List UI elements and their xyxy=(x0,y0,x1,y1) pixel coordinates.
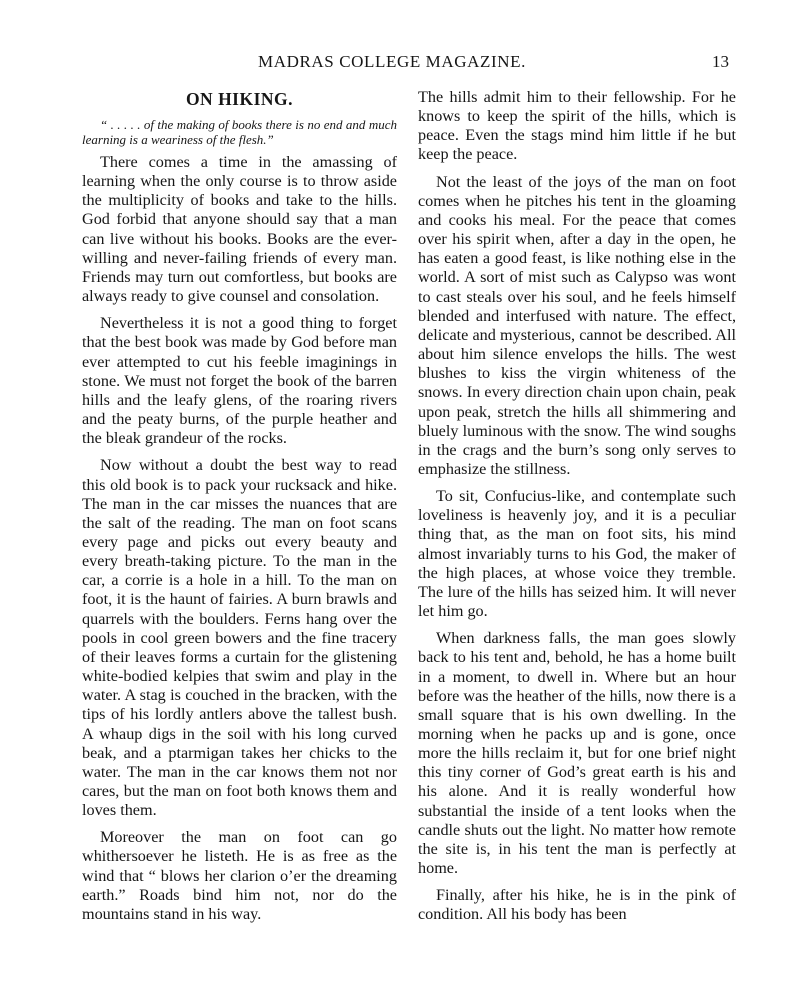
paragraph: Now without a doubt the best way to read this old book is to pack your rucksack and hike. The man in the car misses the nuances that are the salt of the reading. The man on foot scans every page and picks out every beauty and every breath-taking picture. To the man in the car, a corrie is a hole in a hill. To the man on foot, it is the haunt of fairies. A burn brawls and quarrels with the boulders. Ferns hang over the pools in cool green bowers and the fine tracery of their leaves forms a curtain for the glistening white-bodied kelpies that swim and play in the water. A stag is couched in the bracken, with the tips of his lordly antlers above the tallest bush. A whaup digs in the soil with his long curved beak, and a ptarmigan takes her chicks to the water. The man in the car knows them not nor cares, but the man on foot both knows them and loves them. xyxy=(82,456,397,820)
running-title: MADRAS COLLEGE MAGAZINE. xyxy=(258,52,526,71)
paragraph: There comes a time in the amassing of learning when the only course is to throw aside the multiplicity of books and take to the hills. God forbid that anyone should say that a man can live without his books. Books are the ever-willing and never-failing friends of every man. Friends may turn out comfortless, but books are always ready to give counsel and consolation. xyxy=(82,153,397,306)
paragraph: Finally, after his hike, he is in the pink of condition. All his body has been xyxy=(418,886,736,924)
paragraph: Nevertheless it is not a good thing to forget that the best book was made by God before man ever attempted to cut his feeble imaginings in stone. We must not forget the book of the barren hills and the leafy glens, of the roaring rivers and the peaty burns, of the purple heather and the bleak grandeur of the rocks. xyxy=(82,314,397,448)
paragraph: When darkness falls, the man goes slowly back to his tent and, behold, he has a home built in a moment, to dwell in. Where but an hour before was the heather of the hills, now there is a small square that is his own dwelling. In the morning when he packs up and is gone, once more the hills reclaim it, but for one brief night this tiny corner of God’s great earth is his and his alone. And it is really wonderful how substantial the inside of a tent looks when the candle shuts out the light. No matter how remote the site is, in his tent the man is perfectly at home. xyxy=(418,629,736,878)
paragraph: Moreover the man on foot can go whithersoever he listeth. He is as free as the wind that “ blows her clarion o’er the dreaming earth.” Roads bind him not, nor do the mountains stand in his way. xyxy=(82,828,397,923)
article-title: ON HIKING. xyxy=(185,89,294,109)
right-column xyxy=(418,88,736,933)
page-number: 13 xyxy=(712,52,729,71)
paragraph: Not the least of the joys of the man on foot comes when he pitches his tent in the gloaming and cooks his meal. For the peace that comes over his spirit when, after a day in the open, he has eaten a good feast, is like nothing else in the world. A sort of mist such as Calypso was wont to cast steals over his soul, and he feels himself blended and interfused with nature. The effect, delicate and mysterious, cannot be described. All about him silence envelops the hills. The west blushes to kiss the virgin whiteness of the snows. In every direction chain upon chain, peak upon peak, stretch the hills all shimmering and bluely luminous with the snow. The wind soughs in the crags and the burn’s song only serves to emphasize the stillness. xyxy=(418,172,736,478)
left-column xyxy=(82,88,397,932)
paragraph-continued: The hills admit him to their fellowship. For he knows to keep the spirit of the hills, which is peace. Even the stags mind him little if he but keep the peace. xyxy=(418,88,736,164)
paragraph: To sit, Confucius-like, and contemplate such loveliness is heavenly joy, and it is a peculiar thing that, as the man on foot sits, his mind almost invariably turns to his God, the maker of the high places, at whose voice they tremble. The lure of the hills has seized him. It will never let him go. xyxy=(418,487,736,621)
epigraph: “ . . . . . of the making of books there is no end and much learning is a weariness of the flesh.” xyxy=(82,117,397,147)
